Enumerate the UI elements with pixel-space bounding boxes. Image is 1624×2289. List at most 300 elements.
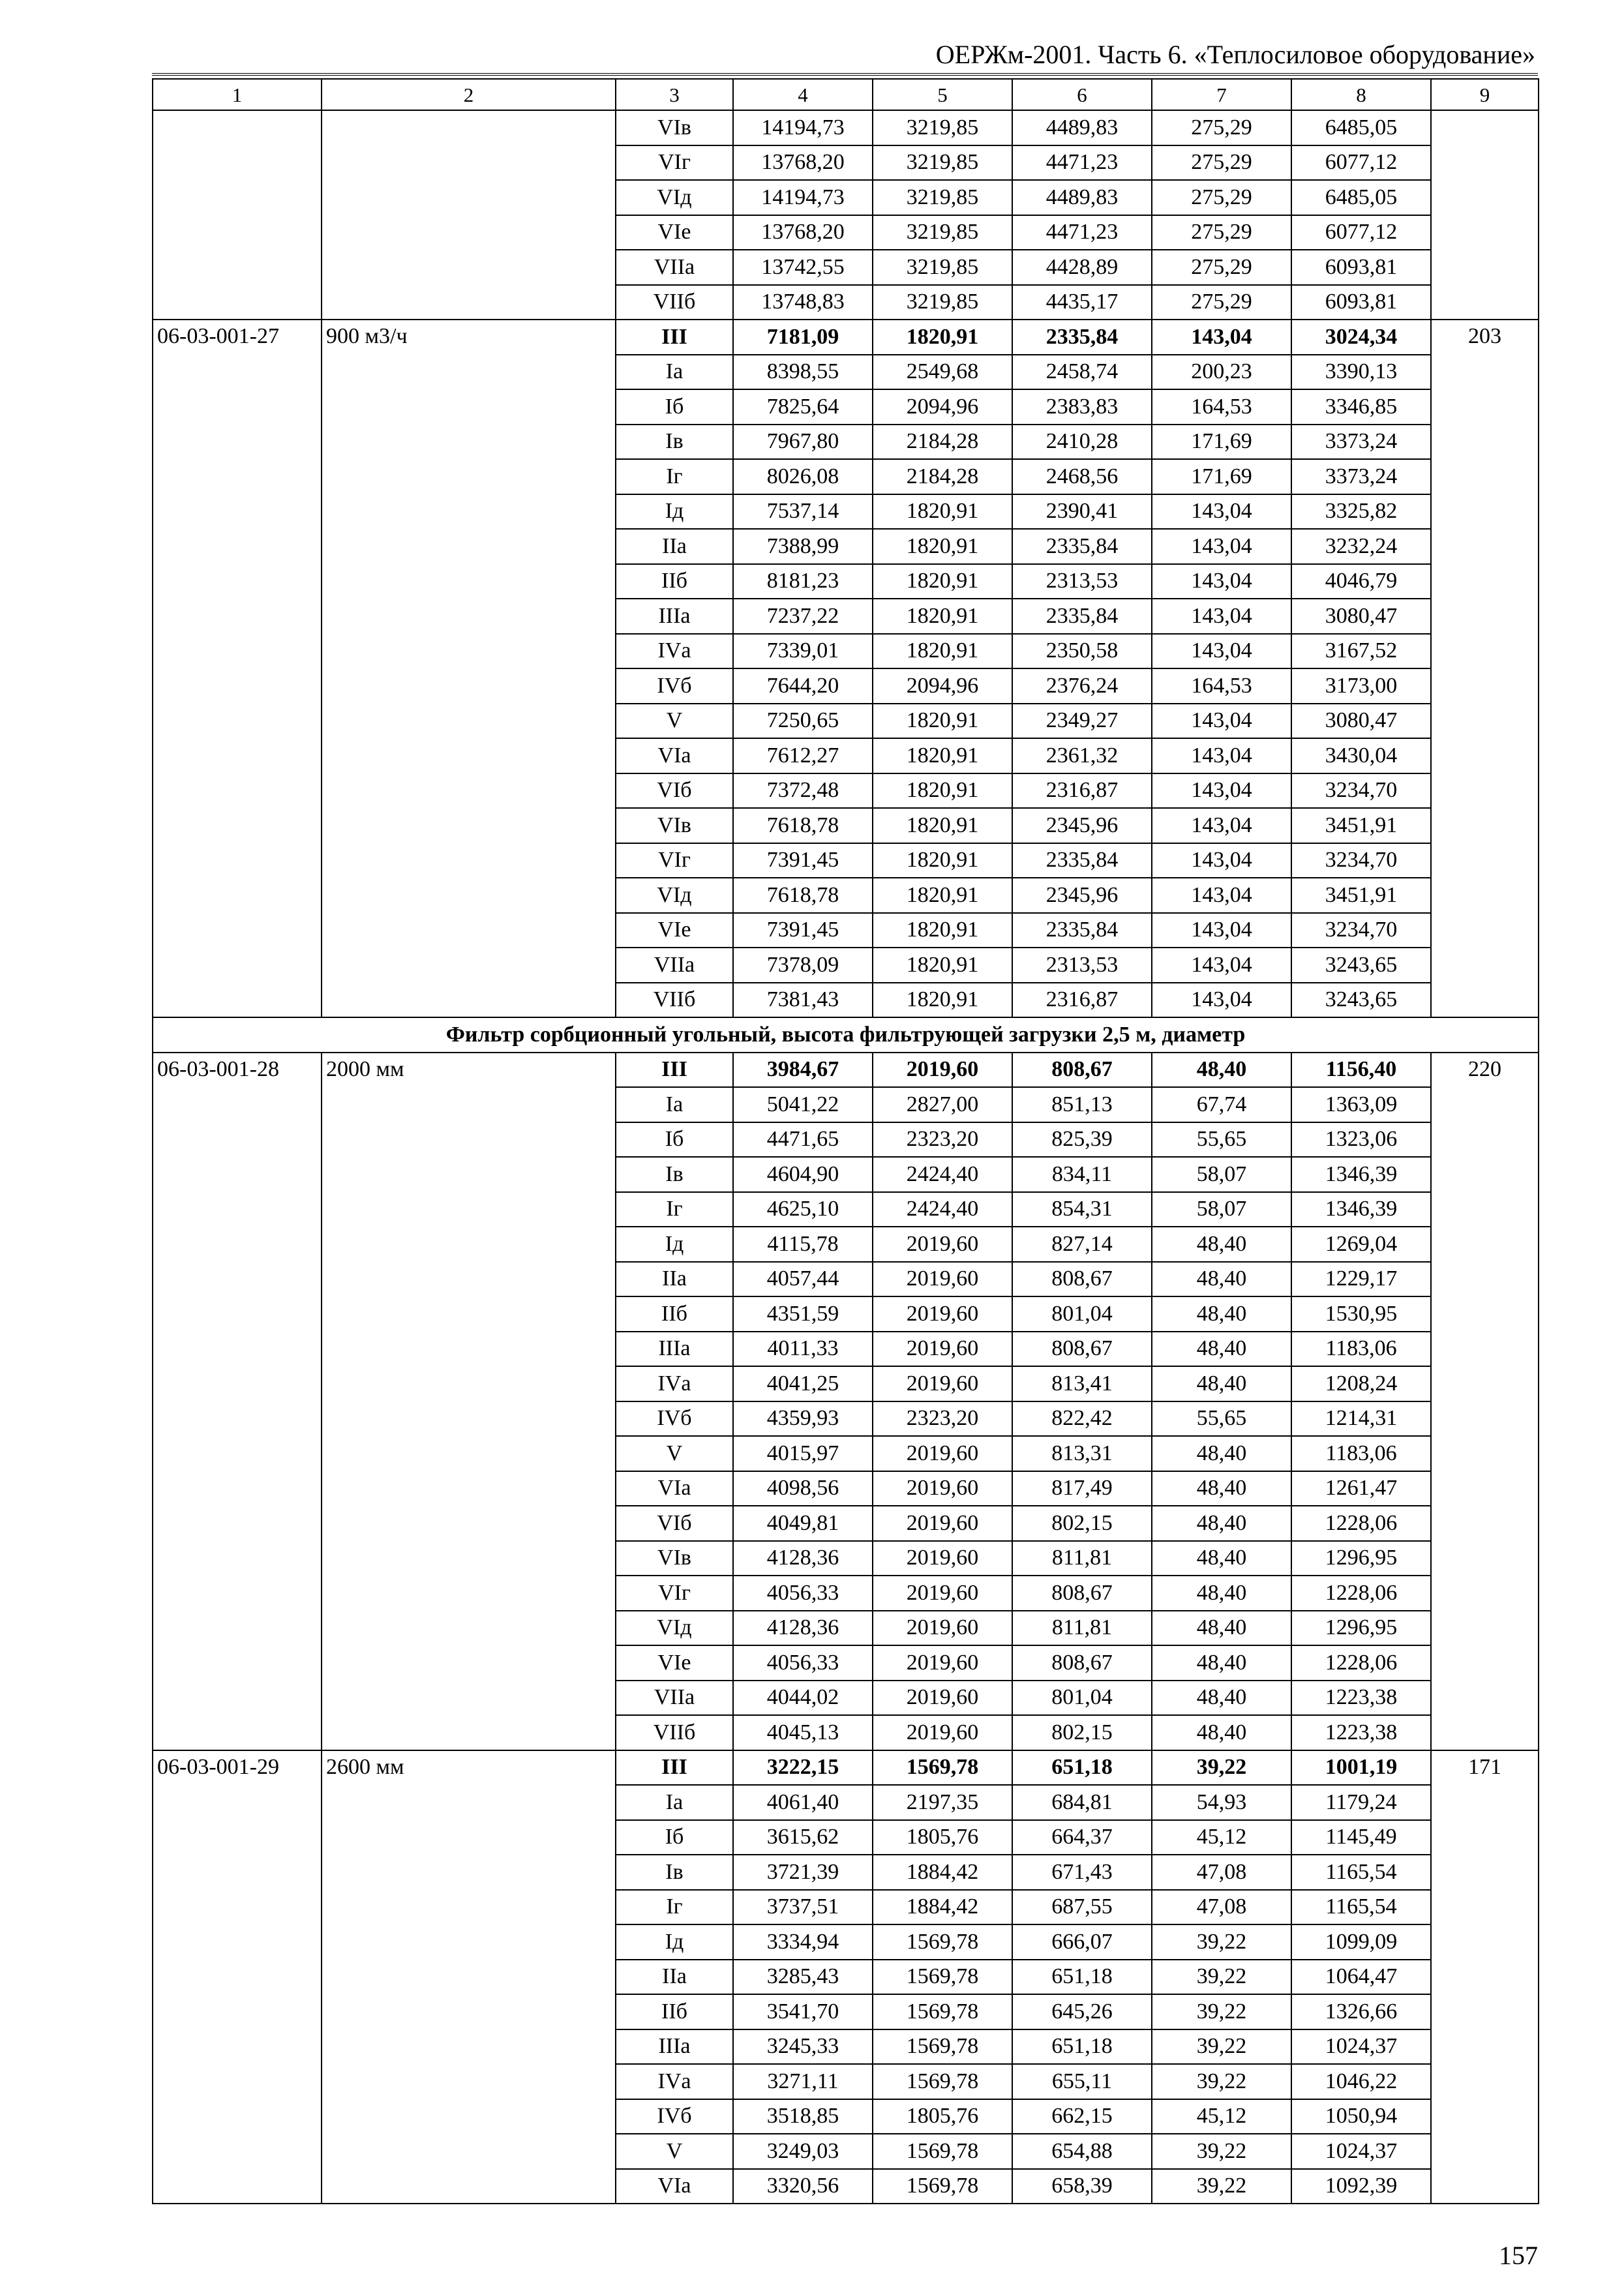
value-cell: 1820,91 <box>873 494 1012 530</box>
zone-code: Iв <box>616 1157 733 1192</box>
table-row <box>153 1750 1539 1786</box>
zone-code: VIд <box>616 1611 733 1646</box>
value-cell: 802,15 <box>1012 1506 1152 1541</box>
running-header <box>152 38 1538 76</box>
zone-code: IVа <box>616 1366 733 1401</box>
value-cell: 4061,40 <box>733 1785 873 1820</box>
zone-code: Iа <box>616 1087 733 1122</box>
zone-code: IIб <box>616 564 733 599</box>
value-cell: 3984,67 <box>733 1053 873 1088</box>
value-cell: 2019,60 <box>873 1611 1012 1646</box>
value-cell: 2316,87 <box>1012 983 1152 1018</box>
value-cell: 811,81 <box>1012 1541 1152 1576</box>
value-cell: 143,04 <box>1152 738 1291 773</box>
value-cell: 48,40 <box>1152 1645 1291 1681</box>
value-cell: 4049,81 <box>733 1506 873 1541</box>
zone-code: IIIа <box>616 1332 733 1367</box>
value-cell: 4471,23 <box>1012 215 1152 250</box>
value-cell: 2019,60 <box>873 1296 1012 1332</box>
value-cell: 2019,60 <box>873 1053 1012 1088</box>
value-cell: 2184,28 <box>873 459 1012 494</box>
value-cell: 684,81 <box>1012 1785 1152 1820</box>
value-cell: 834,11 <box>1012 1157 1152 1192</box>
value-cell: 1228,06 <box>1291 1576 1431 1611</box>
column-9-value: 171 <box>1431 1750 1539 2204</box>
value-cell: 4041,25 <box>733 1366 873 1401</box>
value-cell: 7612,27 <box>733 738 873 773</box>
value-cell: 7381,43 <box>733 983 873 1018</box>
value-cell: 1092,39 <box>1291 2169 1431 2204</box>
zone-code: IVа <box>616 634 733 669</box>
item-name <box>322 110 616 320</box>
value-cell: 1569,78 <box>873 1750 1012 1786</box>
zone-code: VIб <box>616 773 733 809</box>
value-cell: 1296,95 <box>1291 1541 1431 1576</box>
value-cell: 3080,47 <box>1291 704 1431 739</box>
value-cell: 1530,95 <box>1291 1296 1431 1332</box>
value-cell: 4625,10 <box>733 1192 873 1227</box>
value-cell: 48,40 <box>1152 1366 1291 1401</box>
value-cell: 4098,56 <box>733 1471 873 1506</box>
value-cell: 2019,60 <box>873 1436 1012 1471</box>
value-cell: 3167,52 <box>1291 634 1431 669</box>
value-cell: 39,22 <box>1152 2169 1291 2204</box>
value-cell: 48,40 <box>1152 1262 1291 1297</box>
value-cell: 7825,64 <box>733 389 873 425</box>
value-cell: 3334,94 <box>733 1924 873 1960</box>
value-cell: 5041,22 <box>733 1087 873 1122</box>
zone-code: VIе <box>616 1645 733 1681</box>
zone-code: Iг <box>616 1890 733 1925</box>
column-number: 7 <box>1152 79 1291 110</box>
value-cell: 1820,91 <box>873 843 1012 878</box>
zone-code: IIа <box>616 529 733 564</box>
value-cell: 1820,91 <box>873 738 1012 773</box>
value-cell: 7250,65 <box>733 704 873 739</box>
value-cell: 1569,78 <box>873 1960 1012 1995</box>
zone-code: VIа <box>616 1471 733 1506</box>
value-cell: 4115,78 <box>733 1227 873 1262</box>
value-cell: 1820,91 <box>873 564 1012 599</box>
value-cell: 3234,70 <box>1291 773 1431 809</box>
value-cell: 817,49 <box>1012 1471 1152 1506</box>
zone-code: IIIа <box>616 599 733 634</box>
zone-code: Iг <box>616 459 733 494</box>
zone-code: Iб <box>616 1122 733 1158</box>
value-cell: 48,40 <box>1152 1053 1291 1088</box>
zone-code: IIб <box>616 1296 733 1332</box>
value-cell: 645,26 <box>1012 1994 1152 2029</box>
value-cell: 4056,33 <box>733 1645 873 1681</box>
value-cell: 3243,65 <box>1291 983 1431 1018</box>
value-cell: 45,12 <box>1152 2099 1291 2134</box>
value-cell: 8026,08 <box>733 459 873 494</box>
value-cell: 55,65 <box>1152 1401 1291 1437</box>
value-cell: 7644,20 <box>733 668 873 704</box>
value-cell: 4015,97 <box>733 1436 873 1471</box>
zone-code: IIа <box>616 1262 733 1297</box>
value-cell: 3234,70 <box>1291 843 1431 878</box>
value-cell: 7339,01 <box>733 634 873 669</box>
value-cell: 1099,09 <box>1291 1924 1431 1960</box>
value-cell: 2019,60 <box>873 1506 1012 1541</box>
value-cell: 39,22 <box>1152 1994 1291 2029</box>
value-cell: 2197,35 <box>873 1785 1012 1820</box>
value-cell: 58,07 <box>1152 1157 1291 1192</box>
value-cell: 801,04 <box>1012 1681 1152 1716</box>
value-cell: 6093,81 <box>1291 250 1431 285</box>
value-cell: 2019,60 <box>873 1681 1012 1716</box>
value-cell: 1569,78 <box>873 1924 1012 1960</box>
value-cell: 7618,78 <box>733 878 873 913</box>
value-cell: 2313,53 <box>1012 564 1152 599</box>
value-cell: 164,53 <box>1152 668 1291 704</box>
value-cell: 3080,47 <box>1291 599 1431 634</box>
value-cell: 2458,74 <box>1012 355 1152 390</box>
value-cell: 1296,95 <box>1291 1611 1431 1646</box>
zone-code: VIIб <box>616 1715 733 1750</box>
value-cell: 671,43 <box>1012 1855 1152 1890</box>
value-cell: 651,18 <box>1012 1960 1152 1995</box>
value-cell: 811,81 <box>1012 1611 1152 1646</box>
value-cell: 7618,78 <box>733 808 873 843</box>
value-cell: 3451,91 <box>1291 878 1431 913</box>
value-cell: 39,22 <box>1152 2134 1291 2169</box>
value-cell: 3615,62 <box>733 1820 873 1855</box>
zone-code: Iа <box>616 1785 733 1820</box>
value-cell: 1820,91 <box>873 983 1012 1018</box>
zone-code: Iб <box>616 389 733 425</box>
column-number-row <box>153 79 1539 110</box>
value-cell: 1214,31 <box>1291 1401 1431 1437</box>
value-cell: 1001,19 <box>1291 1750 1431 1786</box>
value-cell: 3451,91 <box>1291 808 1431 843</box>
value-cell: 3219,85 <box>873 110 1012 145</box>
value-cell: 2335,84 <box>1012 529 1152 564</box>
value-cell: 654,88 <box>1012 2134 1152 2169</box>
price-table <box>152 78 1539 2204</box>
value-cell: 7967,80 <box>733 425 873 460</box>
value-cell: 2019,60 <box>873 1366 1012 1401</box>
value-cell: 1569,78 <box>873 2064 1012 2099</box>
value-cell: 275,29 <box>1152 215 1291 250</box>
value-cell: 143,04 <box>1152 634 1291 669</box>
value-cell: 3222,15 <box>733 1750 873 1786</box>
value-cell: 2345,96 <box>1012 878 1152 913</box>
value-cell: 7391,45 <box>733 913 873 948</box>
value-cell: 3721,39 <box>733 1855 873 1890</box>
value-cell: 8181,23 <box>733 564 873 599</box>
value-cell: 7537,14 <box>733 494 873 530</box>
value-cell: 143,04 <box>1152 320 1291 355</box>
value-cell: 3271,11 <box>733 2064 873 2099</box>
value-cell: 1820,91 <box>873 913 1012 948</box>
value-cell: 2094,96 <box>873 389 1012 425</box>
column-number: 4 <box>733 79 873 110</box>
value-cell: 48,40 <box>1152 1541 1291 1576</box>
value-cell: 3219,85 <box>873 215 1012 250</box>
zone-code: V <box>616 2134 733 2169</box>
value-cell: 813,41 <box>1012 1366 1152 1401</box>
value-cell: 1820,91 <box>873 529 1012 564</box>
value-cell: 2410,28 <box>1012 425 1152 460</box>
value-cell: 2323,20 <box>873 1401 1012 1437</box>
value-cell: 47,08 <box>1152 1855 1291 1890</box>
value-cell: 6485,05 <box>1291 110 1431 145</box>
value-cell: 808,67 <box>1012 1576 1152 1611</box>
value-cell: 275,29 <box>1152 110 1291 145</box>
value-cell: 2019,60 <box>873 1262 1012 1297</box>
zone-code: VIIб <box>616 983 733 1018</box>
value-cell: 3245,33 <box>733 2029 873 2065</box>
value-cell: 3173,00 <box>1291 668 1431 704</box>
value-cell: 48,40 <box>1152 1681 1291 1716</box>
value-cell: 3373,24 <box>1291 459 1431 494</box>
value-cell: 3518,85 <box>733 2099 873 2134</box>
value-cell: 664,37 <box>1012 1820 1152 1855</box>
value-cell: 3219,85 <box>873 250 1012 285</box>
value-cell: 48,40 <box>1152 1332 1291 1367</box>
value-cell: 1820,91 <box>873 599 1012 634</box>
value-cell: 39,22 <box>1152 1924 1291 1960</box>
value-cell: 1569,78 <box>873 2029 1012 2065</box>
value-cell: 143,04 <box>1152 529 1291 564</box>
value-cell: 275,29 <box>1152 145 1291 181</box>
value-cell: 2827,00 <box>873 1087 1012 1122</box>
value-cell: 825,39 <box>1012 1122 1152 1158</box>
value-cell: 808,67 <box>1012 1262 1152 1297</box>
value-cell: 2313,53 <box>1012 948 1152 983</box>
value-cell: 1820,91 <box>873 878 1012 913</box>
zone-code: VIб <box>616 1506 733 1541</box>
value-cell: 143,04 <box>1152 983 1291 1018</box>
value-cell: 4128,36 <box>733 1541 873 1576</box>
zone-code: Iа <box>616 355 733 390</box>
value-cell: 2019,60 <box>873 1715 1012 1750</box>
value-cell: 13748,83 <box>733 285 873 320</box>
value-cell: 687,55 <box>1012 1890 1152 1925</box>
value-cell: 1363,09 <box>1291 1087 1431 1122</box>
value-cell: 275,29 <box>1152 285 1291 320</box>
value-cell: 143,04 <box>1152 599 1291 634</box>
value-cell: 39,22 <box>1152 2064 1291 2099</box>
zone-code: VIа <box>616 738 733 773</box>
value-cell: 58,07 <box>1152 1192 1291 1227</box>
value-cell: 2424,40 <box>873 1157 1012 1192</box>
rate-code: 06-03-001-28 <box>153 1053 322 1750</box>
section-heading: Фильтр сорбционный угольный, высота фильтрующей загрузки 2,5 м, диаметр <box>153 1017 1539 1053</box>
zone-code: VIд <box>616 180 733 215</box>
zone-code: IVа <box>616 2064 733 2099</box>
column-number: 9 <box>1431 79 1539 110</box>
value-cell: 7237,22 <box>733 599 873 634</box>
value-cell: 1145,49 <box>1291 1820 1431 1855</box>
value-cell: 802,15 <box>1012 1715 1152 1750</box>
value-cell: 1805,76 <box>873 2099 1012 2134</box>
value-cell: 39,22 <box>1152 1750 1291 1786</box>
zone-code: VIIа <box>616 948 733 983</box>
value-cell: 143,04 <box>1152 773 1291 809</box>
value-cell: 2316,87 <box>1012 773 1152 809</box>
value-cell: 2019,60 <box>873 1471 1012 1506</box>
zone-code: VIIа <box>616 1681 733 1716</box>
value-cell: 1323,06 <box>1291 1122 1431 1158</box>
value-cell: 1884,42 <box>873 1855 1012 1890</box>
value-cell: 4057,44 <box>733 1262 873 1297</box>
value-cell: 1156,40 <box>1291 1053 1431 1088</box>
value-cell: 2549,68 <box>873 355 1012 390</box>
value-cell: 4604,90 <box>733 1157 873 1192</box>
value-cell: 4046,79 <box>1291 564 1431 599</box>
zone-code: Iб <box>616 1820 733 1855</box>
value-cell: 8398,55 <box>733 355 873 390</box>
zone-code: V <box>616 1436 733 1471</box>
value-cell: 13742,55 <box>733 250 873 285</box>
item-name: 2600 мм <box>322 1750 616 2204</box>
zone-code: Iв <box>616 1855 733 1890</box>
value-cell: 808,67 <box>1012 1332 1152 1367</box>
value-cell: 48,40 <box>1152 1506 1291 1541</box>
value-cell: 143,04 <box>1152 564 1291 599</box>
value-cell: 4056,33 <box>733 1576 873 1611</box>
value-cell: 6485,05 <box>1291 180 1431 215</box>
rate-code <box>153 110 322 320</box>
value-cell: 1024,37 <box>1291 2029 1431 2065</box>
value-cell: 4351,59 <box>733 1296 873 1332</box>
value-cell: 2390,41 <box>1012 494 1152 530</box>
value-cell: 651,18 <box>1012 1750 1152 1786</box>
zone-code: Iв <box>616 425 733 460</box>
value-cell: 1326,66 <box>1291 1994 1431 2029</box>
value-cell: 1820,91 <box>873 808 1012 843</box>
value-cell: 1165,54 <box>1291 1855 1431 1890</box>
value-cell: 2468,56 <box>1012 459 1152 494</box>
value-cell: 1820,91 <box>873 320 1012 355</box>
rate-code: 06-03-001-29 <box>153 1750 322 2204</box>
value-cell: 1183,06 <box>1291 1332 1431 1367</box>
value-cell: 1223,38 <box>1291 1715 1431 1750</box>
value-cell: 827,14 <box>1012 1227 1152 1262</box>
value-cell: 2335,84 <box>1012 599 1152 634</box>
value-cell: 2349,27 <box>1012 704 1152 739</box>
zone-code: VIа <box>616 2169 733 2204</box>
value-cell: 3320,56 <box>733 2169 873 2204</box>
column-9-value: 220 <box>1431 1053 1539 1750</box>
value-cell: 171,69 <box>1152 425 1291 460</box>
value-cell: 1183,06 <box>1291 1436 1431 1471</box>
value-cell: 1569,78 <box>873 1994 1012 2029</box>
column-number: 8 <box>1291 79 1431 110</box>
zone-code: IIа <box>616 1960 733 1995</box>
value-cell: 143,04 <box>1152 808 1291 843</box>
value-cell: 2335,84 <box>1012 320 1152 355</box>
value-cell: 6077,12 <box>1291 145 1431 181</box>
value-cell: 1820,91 <box>873 704 1012 739</box>
zone-code: VIг <box>616 145 733 181</box>
value-cell: 3541,70 <box>733 1994 873 2029</box>
value-cell: 3285,43 <box>733 1960 873 1995</box>
value-cell: 658,39 <box>1012 2169 1152 2204</box>
zone-code: IVб <box>616 2099 733 2134</box>
value-cell: 4471,23 <box>1012 145 1152 181</box>
value-cell: 1064,47 <box>1291 1960 1431 1995</box>
value-cell: 275,29 <box>1152 180 1291 215</box>
table-row <box>153 320 1539 355</box>
value-cell: 143,04 <box>1152 494 1291 530</box>
value-cell: 3346,85 <box>1291 389 1431 425</box>
value-cell: 1820,91 <box>873 773 1012 809</box>
zone-code: III <box>616 1053 733 1088</box>
value-cell: 55,65 <box>1152 1122 1291 1158</box>
zone-code: VIв <box>616 1541 733 1576</box>
value-cell: 4489,83 <box>1012 180 1152 215</box>
table-row <box>153 1053 1539 1088</box>
value-cell: 7378,09 <box>733 948 873 983</box>
value-cell: 2019,60 <box>873 1332 1012 1367</box>
value-cell: 54,93 <box>1152 1785 1291 1820</box>
value-cell: 1346,39 <box>1291 1192 1431 1227</box>
value-cell: 1179,24 <box>1291 1785 1431 1820</box>
value-cell: 2019,60 <box>873 1576 1012 1611</box>
value-cell: 3249,03 <box>733 2134 873 2169</box>
value-cell: 662,15 <box>1012 2099 1152 2134</box>
value-cell: 822,42 <box>1012 1401 1152 1437</box>
value-cell: 2019,60 <box>873 1227 1012 1262</box>
zone-code: VIIа <box>616 250 733 285</box>
value-cell: 4428,89 <box>1012 250 1152 285</box>
value-cell: 3243,65 <box>1291 948 1431 983</box>
value-cell: 48,40 <box>1152 1471 1291 1506</box>
value-cell: 13768,20 <box>733 215 873 250</box>
column-number: 3 <box>616 79 733 110</box>
value-cell: 808,67 <box>1012 1053 1152 1088</box>
value-cell: 1223,38 <box>1291 1681 1431 1716</box>
item-name: 2000 мм <box>322 1053 616 1750</box>
zone-code: VIе <box>616 913 733 948</box>
zone-code: VIв <box>616 808 733 843</box>
value-cell: 2184,28 <box>873 425 1012 460</box>
zone-code: Iг <box>616 1192 733 1227</box>
value-cell: 171,69 <box>1152 459 1291 494</box>
zone-code: VIв <box>616 110 733 145</box>
section-heading-row <box>153 1017 1539 1053</box>
value-cell: 143,04 <box>1152 913 1291 948</box>
zone-code: IVб <box>616 668 733 704</box>
zone-code: Iд <box>616 494 733 530</box>
value-cell: 13768,20 <box>733 145 873 181</box>
value-cell: 1046,22 <box>1291 2064 1431 2099</box>
value-cell: 143,04 <box>1152 878 1291 913</box>
value-cell: 6093,81 <box>1291 285 1431 320</box>
page-number: 157 <box>1499 2241 1538 2270</box>
value-cell: 3219,85 <box>873 285 1012 320</box>
value-cell: 1269,04 <box>1291 1227 1431 1262</box>
value-cell: 2335,84 <box>1012 843 1152 878</box>
value-cell: 1228,06 <box>1291 1645 1431 1681</box>
value-cell: 48,40 <box>1152 1436 1291 1471</box>
zone-code: IIб <box>616 1994 733 2029</box>
value-cell: 48,40 <box>1152 1227 1291 1262</box>
value-cell: 3219,85 <box>873 180 1012 215</box>
value-cell: 3219,85 <box>873 145 1012 181</box>
value-cell: 48,40 <box>1152 1576 1291 1611</box>
value-cell: 651,18 <box>1012 2029 1152 2065</box>
value-cell: 45,12 <box>1152 1820 1291 1855</box>
value-cell: 3232,24 <box>1291 529 1431 564</box>
value-cell: 47,08 <box>1152 1890 1291 1925</box>
value-cell: 7372,48 <box>733 773 873 809</box>
value-cell: 2019,60 <box>873 1645 1012 1681</box>
